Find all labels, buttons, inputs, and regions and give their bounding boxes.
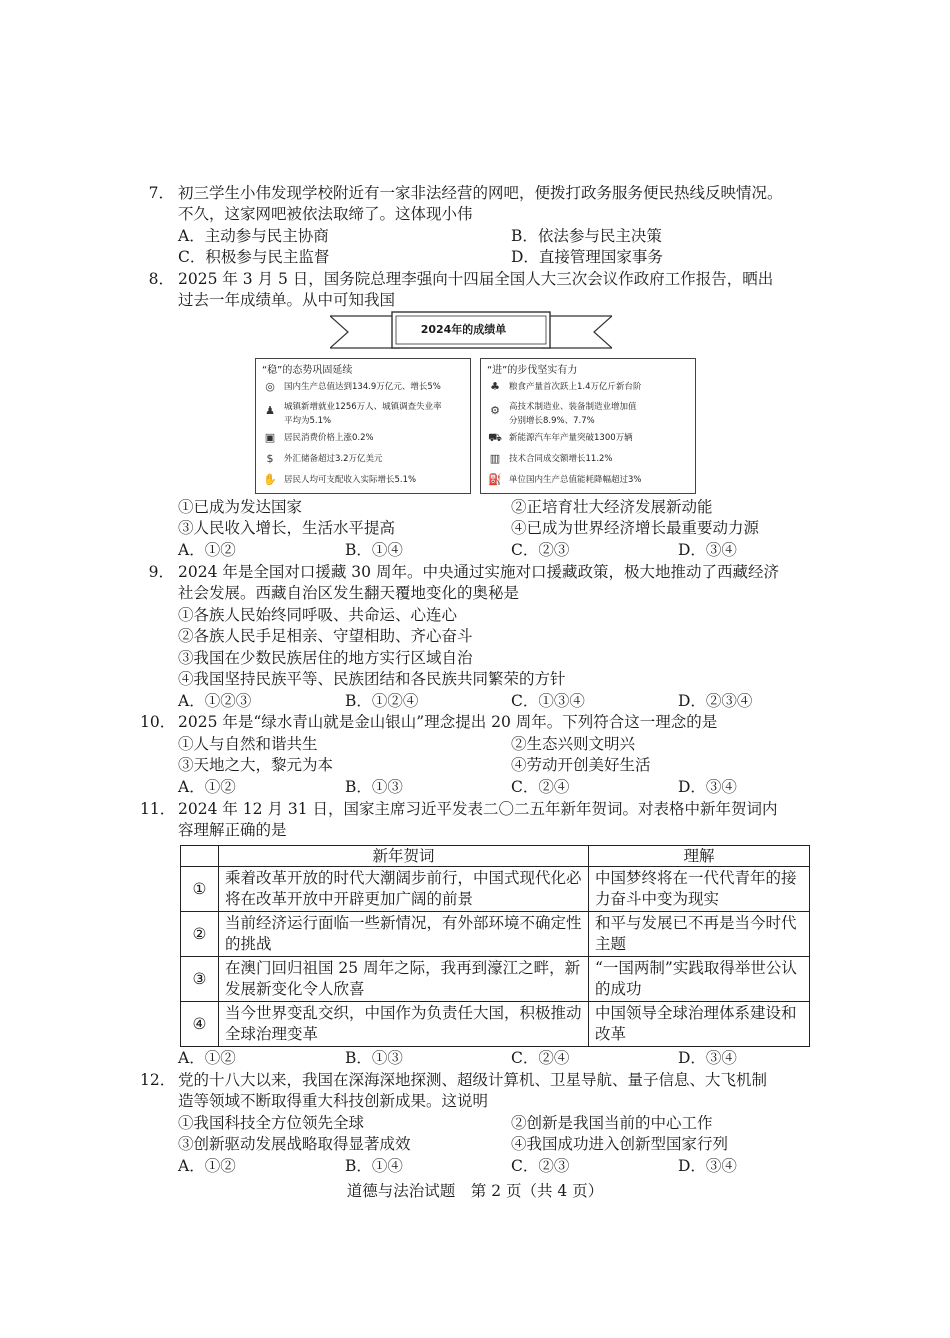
option-b: B．①②④ [345, 692, 419, 710]
question-stem-line: 2024 年 12 月 31 日，国家主席习近平发表二〇二五年新年贺词。对表格中新年贺词内 [178, 800, 778, 818]
option-c: C．②④ [511, 778, 570, 796]
statement: ①我国科技全方位领先全球 [178, 1114, 365, 1132]
understanding-cell: 和平与发展已不再是当今时代主题 [595, 914, 797, 953]
statement: ②生态兴则文明兴 [511, 735, 636, 753]
option-d: D．③④ [678, 1049, 737, 1067]
statement: ③创新驱动发展战略取得显著成效 [178, 1135, 411, 1153]
options-row [178, 1156, 818, 1177]
statement: ④我国坚持民族平等、民族团结和各民族共同繁荣的方针 [178, 670, 566, 688]
option-a: A．①② [178, 1157, 236, 1175]
table-row [181, 867, 810, 912]
options-row [178, 1048, 818, 1069]
option-b: B．①④ [345, 541, 403, 559]
question-number: 10． [140, 713, 176, 731]
options-row [178, 691, 818, 712]
statement: ②创新是我国当前的中心工作 [511, 1114, 713, 1132]
table-header-row [181, 846, 810, 867]
stat-item: 新能源汽车年产量突破1300万辆 [509, 433, 633, 443]
option-d: D．③④ [678, 541, 737, 559]
stat-item-cont: 平均为5.1% [284, 416, 332, 426]
row-number: ③ [181, 957, 219, 1002]
statement: ④劳动开创美好生活 [511, 756, 651, 774]
statement: ③天地之大，黎元为本 [178, 756, 334, 774]
question-number: 12． [140, 1071, 176, 1089]
panel-title: “进”的步伐坚实有力 [487, 365, 578, 376]
bar-chart-icon: ▥ [489, 452, 501, 465]
question-number: 9． [148, 563, 174, 581]
option-a: A．①② [178, 541, 236, 559]
coin-icon: ◎ [265, 380, 275, 393]
stat-item: 粮食产量首次跃上1.4万亿斤新台阶 [509, 382, 642, 392]
statement: ①已成为发达国家 [178, 498, 303, 516]
option-c: C．积极参与民主监督 [178, 248, 330, 266]
statement: ①人与自然和谐共生 [178, 735, 318, 753]
car-icon: ⛟ [488, 431, 502, 444]
grain-icon: ♣ [490, 380, 500, 393]
row-number: ① [181, 867, 219, 912]
understanding-cell: “一国两制”实践取得举世公认的成功 [595, 959, 797, 998]
stat-item: 居民人均可支配收入实际增长5.1% [284, 475, 417, 485]
statement: ③人民收入增长，生活水平提高 [178, 519, 396, 537]
table-header: 理解 [589, 846, 810, 867]
stat-item: 外汇储备超过3.2万亿美元 [284, 454, 383, 464]
statement: ④已成为世界经济增长最重要动力源 [511, 519, 760, 537]
question-number: 11． [140, 800, 176, 818]
page-footer: 道德与法治试题 第 2 页（共 4 页） [346, 1182, 604, 1200]
option-c: C．①③④ [511, 692, 585, 710]
hand-coin-icon: ✋ [263, 473, 277, 486]
question-stem-line: 不久，这家网吧被依法取缔了。这体现小伟 [178, 205, 473, 223]
row-number: ② [181, 912, 219, 957]
table-header: 新年贺词 [219, 846, 589, 867]
question-stem-line: 过去一年成绩单。从中可知我国 [178, 291, 396, 309]
question-stem-line: 2024 年是全国对口援藏 30 周年。中央通过实施对口援藏政策，极大地推动了西藏经济 [178, 563, 779, 581]
option-d: D．③④ [678, 778, 737, 796]
stat-item-cont: 分别增长8.9%、7.7% [509, 416, 595, 426]
speech-cell: 当今世界变乱交织，中国作为负责任大国，积极推动全球治理变革 [225, 1004, 582, 1043]
wallet-icon: ▣ [264, 431, 276, 444]
option-d: D．③④ [678, 1157, 737, 1175]
question-stem-line: 社会发展。西藏自治区发生翻天覆地变化的奥秘是 [178, 584, 520, 602]
option-b: B．①④ [345, 1157, 403, 1175]
question-stem-line: 造等领域不断取得重大科技创新成果。这说明 [178, 1092, 489, 1110]
table-row [181, 1002, 810, 1047]
question-stem-line: 2025 年是“绿水青山就是金山银山”理念提出 20 周年。下列符合这一理念的是 [178, 713, 718, 731]
fuel-pump-icon: ⛽ [488, 473, 502, 486]
statement: ②正培育壮大经济发展新动能 [511, 498, 713, 516]
option-c: C．②③ [511, 1157, 570, 1175]
option-a: A．①② [178, 778, 236, 796]
understanding-cell: 中国领导全球治理体系建设和改革 [595, 1004, 797, 1043]
stat-item: 技术合同成交额增长11.2% [509, 454, 613, 464]
option-d: D．直接管理国家事务 [511, 248, 663, 266]
gear-icon: ⚙ [490, 404, 500, 417]
table-row [181, 957, 810, 1002]
money-bag-icon: $ [266, 452, 274, 465]
question-stem-line: 容理解正确的是 [178, 821, 287, 839]
question-stem-line: 2025 年 3 月 5 日，国务院总理李强向十四届全国人大三次会议作政府工作报告，晒出 [178, 270, 774, 288]
table-row [181, 912, 810, 957]
option-a: A．主动参与民主协商 [178, 227, 329, 245]
stat-item: 单位国内生产总值能耗降幅超过3% [509, 475, 642, 485]
question-number: 7． [148, 184, 174, 202]
question-stem-line: 党的十八大以来，我国在深海深地探测、超级计算机、卫星导航、量子信息、大飞机制 [178, 1071, 768, 1089]
option-c: C．②④ [511, 1049, 570, 1067]
statement: ③我国在少数民族居住的地方实行区域自治 [178, 649, 473, 667]
speech-cell: 在澳门回归祖国 25 周年之际，我再到濠江之畔，新发展新变化令人欣喜 [225, 959, 581, 998]
options-row [178, 540, 818, 561]
option-b: B．①③ [345, 778, 403, 796]
stat-item: 高技术制造业、装备制造业增加值 [509, 402, 637, 412]
question-number: 8． [148, 270, 174, 288]
panel-title: “稳”的态势巩固延续 [262, 365, 353, 376]
table-header [181, 846, 219, 867]
statement: ①各族人民始终同呼吸、共命运、心连心 [178, 606, 458, 624]
stat-item: 居民消费价格上涨0.2% [284, 433, 374, 443]
statement: ④我国成功进入创新型国家行列 [511, 1135, 729, 1153]
option-a: A．①②③ [178, 692, 252, 710]
options-row [178, 777, 818, 798]
statement: ②各族人民手足相亲、守望相助、齐心奋斗 [178, 627, 473, 645]
people-icon: ♟ [265, 404, 275, 417]
speech-cell: 乘着改革开放的时代大潮阔步前行，中国式现代化必将在改革开放中开辟更加广阔的前景 [225, 869, 582, 908]
greeting-table [180, 845, 810, 1047]
option-d: D．②③④ [678, 692, 753, 710]
stat-item: 城镇新增就业1256万人、城镇调查失业率 [284, 402, 442, 412]
figure-title: 2024年的成绩单 [420, 323, 507, 336]
option-a: A．①② [178, 1049, 236, 1067]
stat-item: 国内生产总值达到134.9万亿元、增长5% [284, 382, 441, 392]
row-number: ④ [181, 1002, 219, 1047]
speech-cell: 当前经济运行面临一些新情况，有外部环境不确定性的挑战 [225, 914, 582, 953]
option-b: B．依法参与民主决策 [511, 227, 662, 245]
option-c: C．②③ [511, 541, 570, 559]
question-stem-line: 初三学生小伟发现学校附近有一家非法经营的网吧，便拨打政务服务便民热线反映情况。 [178, 184, 783, 202]
understanding-cell: 中国梦终将在一代代青年的接力奋斗中变为现实 [595, 869, 797, 908]
option-b: B．①③ [345, 1049, 403, 1067]
